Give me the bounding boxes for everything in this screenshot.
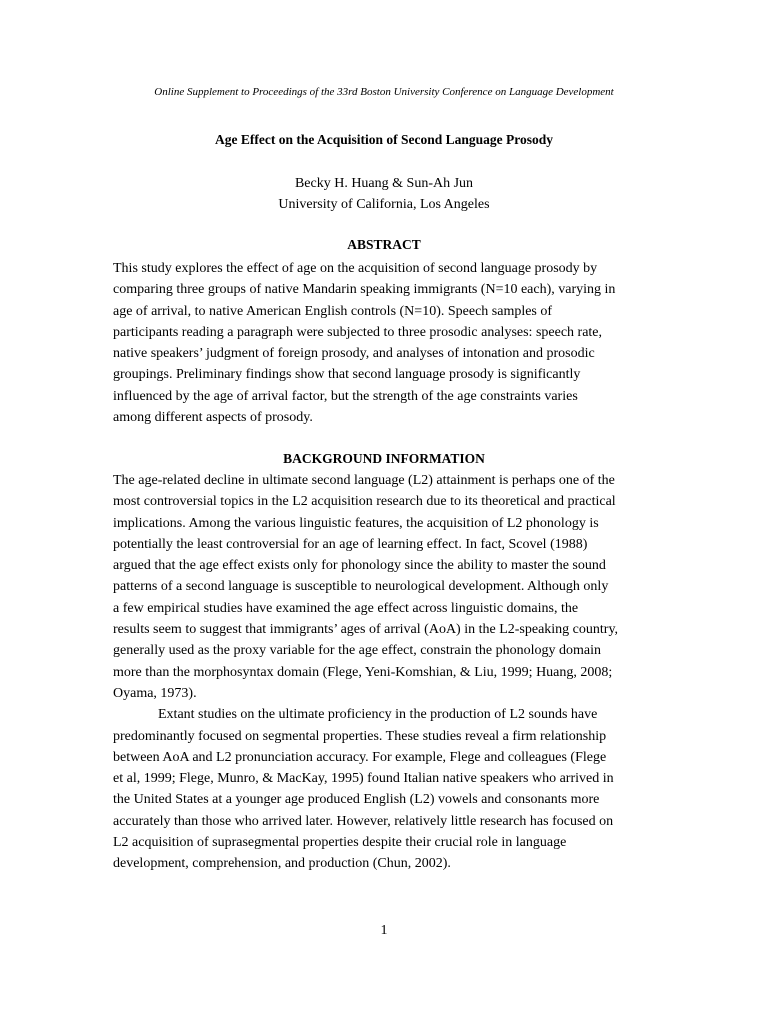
background-p1-line: potentially the least controversial for an age of learning effect. In fact, Scovel (1988): [113, 536, 588, 552]
abstract-line: This study explores the effect of age on the acquisition of second language prosody by: [113, 261, 598, 276]
background-p2-line: development, comprehension, and production (Chun, 2002).: [113, 856, 451, 872]
background-p1-line: a few empirical studies have examined the age effect across linguistic domains, the: [113, 600, 579, 616]
page-number: 1: [380, 923, 388, 938]
background-p1-line: Oyama, 1973).: [113, 685, 197, 701]
running-header: Online Supplement to Proceedings of the 33rd Boston University Conference on Language Development: [154, 86, 614, 98]
abstract-line: groupings. Preliminary findings show that second language prosody is significantly: [113, 367, 581, 383]
background-p1-line: The age-related decline in ultimate second language (L2) attainment is perhaps one of the: [113, 473, 615, 488]
author-block: [0, 173, 768, 215]
background-p1-line: more than the morphosyntax domain (Flege, Yeni-Komshian, & Liu, 1999; Huang, 2008;: [113, 664, 613, 680]
background-p1-line: generally used as the proxy variable for the age effect, constrain the phonology domain: [113, 643, 602, 659]
abstract-heading: ABSTRACT: [347, 237, 421, 252]
abstract-line: among different aspects of prosody.: [113, 410, 313, 426]
background-p2-line: predominantly focused on segmental properties. These studies reveal a firm relationship: [113, 728, 607, 744]
abstract-line: age of arrival, to native American English controls (N=10). Speech samples of: [113, 303, 553, 319]
abstract-line: native speakers’ judgment of foreign prosody, and analyses of intonation and prosodic: [113, 346, 595, 362]
abstract-line: influenced by the age of arrival factor, but the strength of the age constraints varies: [113, 388, 578, 404]
background-p2-line: the United States at a younger age produced English (L2) vowels and consonants more: [113, 792, 600, 808]
background-body: [113, 470, 658, 875]
paper-title: Age Effect on the Acquisition of Second Language Prosody: [214, 132, 553, 147]
background-p2-line: accurately than those who arrived later. However, relatively little research has focused on: [113, 813, 614, 829]
background-heading: BACKGROUND INFORMATION: [283, 451, 485, 466]
affiliation: University of California, Los Angeles: [278, 197, 490, 212]
background-p1-line: implications. Among the various linguistic features, the acquisition of L2 phonology is: [113, 515, 599, 531]
authors: Becky H. Huang & Sun-Ah Jun: [294, 176, 474, 191]
abstract-body: [113, 258, 658, 428]
background-p2-line: between AoA and L2 pronunciation accuracy. For example, Flege and colleagues (Flege: [113, 749, 607, 765]
background-p1-line: most controversial topics in the L2 acquisition research due to its theoretical and practical: [113, 494, 616, 510]
background-p2-line: L2 acquisition of suprasegmental properties despite their crucial role in language: [113, 835, 567, 851]
background-p2-line: et al, 1999; Flege, Munro, & MacKay, 1995) found Italian native speakers who arrived in: [113, 771, 614, 787]
background-p1-line: patterns of a second language is susceptible to neurological development. Although only: [113, 579, 609, 595]
background-p1-line: results seem to suggest that immigrants’ ages of arrival (AoA) in the L2-speaking country,: [113, 622, 619, 638]
abstract-line: participants reading a paragraph were subjected to three prosodic analyses: speech rate,: [113, 324, 603, 340]
background-p1-line: argued that the age effect exists only for phonology since the ability to master the sound: [113, 558, 606, 574]
abstract-line: comparing three groups of native Mandarin speaking immigrants (N=10 each), varying in: [113, 282, 616, 298]
background-p2-line: Extant studies on the ultimate proficiency in the production of L2 sounds have: [158, 707, 598, 723]
